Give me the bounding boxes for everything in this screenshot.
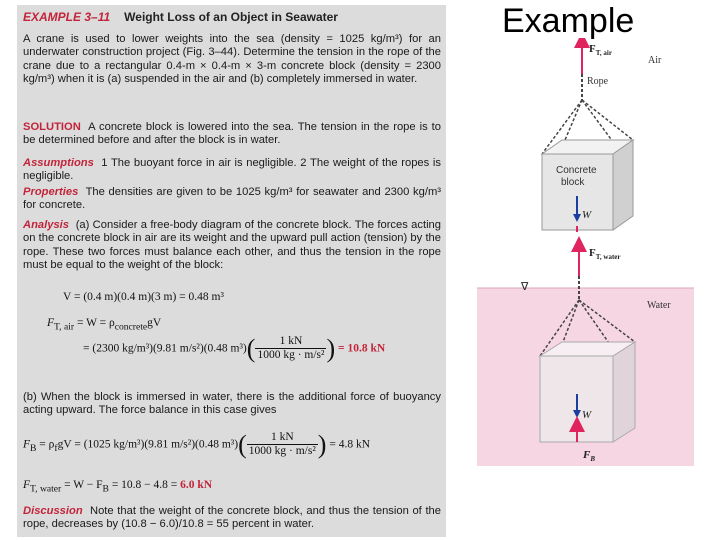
slide-title: Example — [502, 2, 635, 40]
properties-paragraph — [23, 186, 441, 213]
air-label: Air — [648, 55, 662, 66]
water-label: Water — [647, 300, 671, 311]
equation-calc-air: = (2300 kg/m³)(9.81 m/s²)(0.48 m³)( $\frac{1 kN}{\text{1000 kg · m/s²}}$ ) = 10.8 kN — [83, 334, 386, 364]
problem-statement: A crane is used to lower weights into the sea (density = 1025 kg/m³) for an underwater construction project (Fig. 3–44). Determine the tension in the rope of the crane due to a rectangular 0.4-m × 0.4-m × 3-m concrete block (density = 2300 kg/m³) when it is (a) suspended in the air and (b) completely immersed in water. — [23, 33, 441, 86]
solution-text: A concrete block is lowered into the sea. The tension in the rope is to be determined before and after the block is in water. — [23, 121, 441, 147]
fb-label: $F_B$ — [583, 449, 596, 463]
properties-label: Properties — [23, 186, 79, 198]
analysis-label: Analysis — [23, 219, 70, 231]
example-heading — [23, 11, 441, 24]
free-surface-symbol: ∇ — [521, 280, 529, 293]
analysis-text: (a) Consider a free-body diagram of the concrete block. The forces acting on the concrete block in air are its weight and the upward pull action (tension) by the rope. These two forces must balance each other, and thus the tension in the rope must be equal to the weight of the block: — [23, 219, 442, 272]
example-label: EXAMPLE 3–11 — [23, 10, 111, 24]
discussion-paragraph — [23, 505, 441, 532]
w-label-water: W — [582, 409, 592, 421]
assumptions-text: 1 The buoyant force in air is negligible. 2 The weight of the ropes is negligible. — [23, 157, 441, 183]
rope-label: Rope — [587, 76, 609, 87]
equation-tension-water: $F_{T, water} = W - F_B = 10.8 - 4.8 = 6.0$ kN — [23, 479, 213, 495]
equation-volume: V = (0.4 m)(0.4 m)(3 m) = 0.48 m³ — [63, 291, 224, 303]
analysis-paragraph — [23, 219, 441, 273]
properties-text: The densities are given to be 1025 kg/m³ for seawater and 2300 kg/m³ for concrete. — [23, 186, 442, 212]
equation-tension-air: $F_{T, air} = W = \rho_{concrete}gV$ — [47, 317, 162, 333]
discussion-text: Note that the weight of the concrete block, and thus the tension of the rope, decreases by (10.8 − 6.0)/10.8 = 55 percent in water. — [23, 505, 441, 531]
ft-water-label: $F_{T, water}$ — [589, 247, 621, 261]
ft-air-label: $F_{T, air}$ — [589, 43, 612, 57]
result-tension-air: = 10.8 kN — [338, 342, 386, 355]
result-tension-water: 6.0 kN — [180, 479, 213, 491]
assumptions-paragraph — [23, 157, 441, 184]
part-b-paragraph: (b) When the block is immersed in water, there is the additional force of buoyancy acting upward. The force balance in this case gives — [23, 391, 441, 417]
w-label-air: W — [582, 209, 592, 221]
equation-buoyancy: $F_B = \rho_fgV = (1025$ kg/m³)(9.81 m/s²)(0.48 m³)( $\frac{1 kN}{\text{1000 kg · m/s²}}$ ) = 4.8 kN — [23, 430, 371, 460]
discussion-label: Discussion — [23, 505, 83, 517]
textbook-excerpt — [17, 5, 446, 537]
example-title: Weight Loss of an Object in Seawater — [124, 10, 338, 24]
solution-paragraph — [23, 121, 441, 148]
assumptions-label: Assumptions — [23, 157, 94, 169]
block-label-2: block — [561, 177, 585, 188]
solution-label: SOLUTION — [23, 121, 81, 133]
block-figure — [477, 38, 694, 466]
block-label-1: Concrete — [556, 165, 597, 176]
